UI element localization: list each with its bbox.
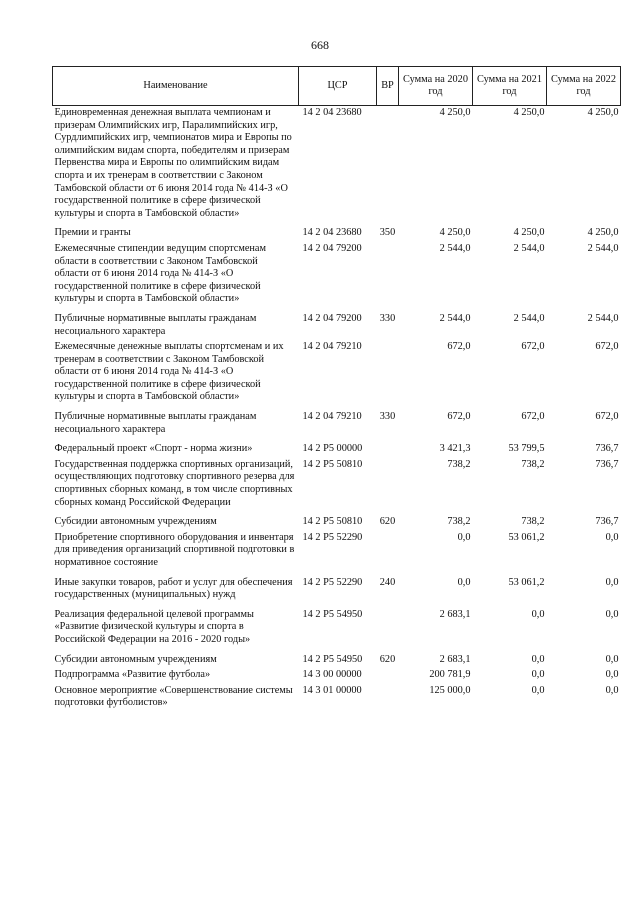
row-csr: 14 2 P5 52290: [302, 531, 363, 543]
row-csr: 14 2 04 79210: [302, 411, 362, 423]
row-sum-2020: 2 544,0: [439, 312, 471, 324]
row-vr: 350: [379, 227, 396, 239]
row-name: Иные закупки товаров, работ и услуг для обеспечения государственных (муниципальных) нужд: [54, 576, 293, 601]
table-header: [53, 67, 621, 106]
row-sum-2022: 0,0: [605, 531, 619, 543]
row-csr: 14 3 01 00000: [302, 684, 362, 696]
row-name: Основное мероприятие «Совершенствование системы подготовки футболистов»: [54, 684, 293, 709]
row-sum-2020: 672,0: [447, 411, 471, 423]
table-row: [53, 511, 621, 531]
row-vr: [377, 458, 399, 511]
row-name: Федеральный проект «Спорт - норма жизни»: [54, 443, 253, 455]
header-vr: ВР: [377, 67, 399, 106]
row-sum-2022: 4 250,0: [587, 227, 619, 239]
row-sum-2021: 0,0: [531, 608, 545, 620]
row-sum-2021: 2 544,0: [513, 312, 545, 324]
header-name: Наименование: [53, 67, 299, 106]
budget-table: [52, 66, 621, 712]
table-row: [53, 406, 621, 438]
row-vr: [377, 531, 399, 572]
row-sum-2022: 0,0: [605, 653, 619, 665]
row-csr: 14 2 P5 00000: [302, 443, 363, 455]
row-sum-2020: 4 250,0: [439, 227, 471, 239]
row-sum-2021: 4 250,0: [513, 107, 545, 118]
row-vr: 330: [379, 411, 396, 423]
row-sum-2020: 738,2: [447, 516, 471, 528]
row-sum-2021: 0,0: [531, 684, 545, 696]
row-name: Государственная поддержка спортивных организаций, осуществляющих подготовку спортивного резерва для спортивных сборных команд, в том числе спортивных сборных команд Российской Федерации: [54, 458, 295, 508]
table-row: [53, 242, 621, 308]
table-row: [53, 649, 621, 669]
row-vr: [377, 106, 399, 223]
row-sum-2020: 738,2: [447, 458, 471, 470]
row-sum-2021: 672,0: [521, 411, 545, 423]
row-sum-2020: 0,0: [457, 531, 471, 543]
row-name: Реализация федеральной целевой программы «Развитие физической культуры и спорта в Российской Федерации на 2016 - 2020 годы»: [54, 608, 254, 645]
row-name: Субсидии автономным учреждениям: [54, 653, 217, 665]
row-csr: 14 2 P5 54950: [302, 608, 363, 620]
row-name: Ежемесячные стипендии ведущим спортсменам области в соответствии с Законом Тамбовской области от 6 июня 2014 года № 414-З «О государственной политике в сфере физической культуры и спорта в Тамбовской области»: [54, 242, 267, 305]
row-sum-2022: 0,0: [605, 669, 619, 681]
row-sum-2021: 0,0: [531, 669, 545, 681]
row-csr: 14 2 04 79210: [302, 341, 362, 353]
row-csr: 14 2 P5 54950: [302, 653, 363, 665]
row-sum-2020: 672,0: [447, 341, 471, 353]
row-sum-2020: 125 000,0: [429, 684, 471, 696]
row-vr: 240: [379, 576, 396, 588]
row-sum-2020: 2 683,1: [439, 608, 471, 620]
row-vr: [377, 604, 399, 649]
table-row: [53, 458, 621, 511]
row-vr: [377, 242, 399, 308]
row-sum-2020: 4 250,0: [439, 107, 471, 118]
row-sum-2021: 738,2: [521, 458, 545, 470]
row-vr: [377, 438, 399, 458]
row-sum-2022: 0,0: [605, 576, 619, 588]
row-name: Публичные нормативные выплаты гражданам несоциального характера: [54, 411, 257, 435]
row-csr: 14 2 04 23680: [302, 227, 362, 239]
row-csr: 14 2 P5 50810: [302, 458, 363, 470]
row-vr: [377, 340, 399, 406]
row-sum-2022: 0,0: [605, 608, 619, 620]
row-sum-2021: 4 250,0: [513, 227, 545, 239]
row-sum-2022: 0,0: [605, 684, 619, 696]
row-sum-2022: 2 544,0: [587, 242, 619, 254]
row-sum-2022: 736,7: [595, 458, 619, 470]
row-sum-2022: 672,0: [595, 411, 619, 423]
table-row: [53, 308, 621, 340]
row-csr: 14 2 04 23680: [302, 107, 362, 118]
row-sum-2021: 0,0: [531, 653, 545, 665]
row-vr: 620: [379, 653, 396, 665]
row-sum-2020: 3 421,3: [439, 443, 471, 455]
header-sum-2022: Сумма на 2022 год: [547, 67, 621, 106]
header-sum-2021: Сумма на 2021 год: [473, 67, 547, 106]
table-row: [53, 438, 621, 458]
row-csr: 14 2 P5 52290: [302, 576, 363, 588]
table-row: [53, 106, 621, 223]
row-sum-2020: 200 781,9: [429, 669, 471, 681]
header-sum-2020: Сумма на 2020 год: [399, 67, 473, 106]
row-vr: [377, 668, 399, 684]
row-sum-2020: 2 544,0: [439, 242, 471, 254]
row-sum-2020: 0,0: [457, 576, 471, 588]
row-csr: 14 2 P5 50810: [302, 516, 363, 528]
row-name: Приобретение спортивного оборудования и инвентаря для приведения организаций спортивной подготовки в нормативное состояние: [54, 531, 295, 568]
row-name: Публичные нормативные выплаты гражданам несоциального характера: [54, 312, 257, 337]
row-sum-2020: 2 683,1: [439, 653, 471, 665]
table-row: [53, 572, 621, 604]
row-sum-2021: 53 061,2: [508, 531, 545, 543]
table-row: [53, 668, 621, 684]
row-name: Подпрограмма «Развитие футбола»: [54, 669, 211, 681]
row-sum-2022: 4 250,0: [587, 107, 619, 118]
row-vr: 330: [379, 312, 396, 324]
row-sum-2021: 53 799,5: [508, 443, 545, 455]
row-sum-2022: 736,7: [595, 443, 619, 455]
row-name: Ежемесячные денежные выплаты спортсменам и их тренерам в соответствии с Законом Тамбовской области от 6 июня 2014 года № 414-З «О государственной политике в сфере физической культуры и спорта в Тамбовской области»: [54, 341, 284, 403]
row-csr: 14 2 04 79200: [302, 312, 362, 324]
row-sum-2021: 738,2: [521, 516, 545, 528]
row-vr: 620: [379, 516, 396, 528]
header-csr: ЦСР: [299, 67, 377, 106]
row-csr: 14 2 04 79200: [302, 242, 362, 254]
row-name: Единовременная денежная выплата чемпионам и призерам Олимпийских игр, Паралимпийских игр, Сурдлимпийских игр, чемпионатов мира и Европы по олимпийским видам спорта, победителям и призерам Первенства мира и Европы по олимпийским видам спорта и их тренерам в соответствии с Законом Тамбовской области от 6 июня 2014 года № 414-З «О государственной политике в сфере физической культуры и спорта в Тамбовской области»: [54, 107, 292, 219]
row-name: Субсидии автономным учреждениям: [54, 516, 217, 528]
table-row: [53, 340, 621, 406]
row-name: Премии и гранты: [54, 227, 131, 239]
row-vr: [377, 684, 399, 712]
row-csr: 14 3 00 00000: [302, 669, 362, 681]
page-number: 668: [311, 38, 329, 52]
row-sum-2022: 736,7: [595, 516, 619, 528]
row-sum-2021: 672,0: [521, 341, 545, 353]
table-row: [53, 684, 621, 712]
row-sum-2021: 53 061,2: [508, 576, 545, 588]
table-row: [53, 222, 621, 242]
table-row: [53, 604, 621, 649]
row-sum-2022: 2 544,0: [587, 312, 619, 324]
row-sum-2021: 2 544,0: [513, 242, 545, 254]
table-row: [53, 531, 621, 572]
row-sum-2022: 672,0: [595, 341, 619, 353]
